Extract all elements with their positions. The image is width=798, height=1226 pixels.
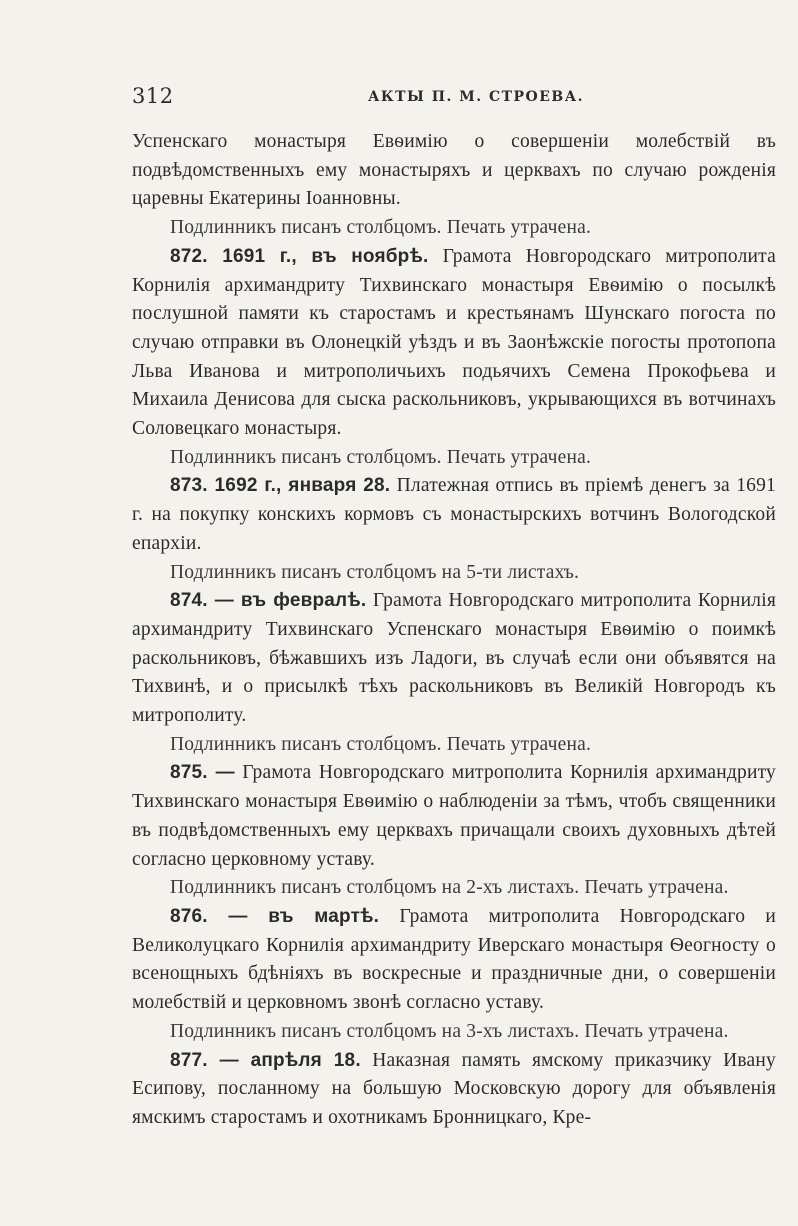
paragraph-text: Подлинникъ писанъ столбцомъ. Печать утрачена. bbox=[170, 733, 592, 755]
page-body bbox=[132, 128, 776, 1133]
source-note bbox=[132, 1018, 776, 1047]
paragraph-text: Грамота Новгородскаго митрополита Корнилія архимандриту Тихвинскаго монастыря Евѳимію о посылкѣ послушной памяти къ старостамъ и крестьянамъ Шунскаго погоста по случаю отправки въ Олонецкій уѣздъ и въ Заонѣжскіе погосты протопопа Льва Иванова и митрополичьихъ подьячихъ Семена Прокофьева и Михаила Денисова для сыска раскольниковъ, укрывающихся въ вотчинахъ Соловецкаго монастыря. bbox=[132, 245, 776, 440]
entry-873 bbox=[132, 472, 776, 558]
entry-head: 875. — bbox=[170, 762, 235, 784]
paragraph-text: Подлинникъ писанъ столбцомъ на 5-ти листахъ. bbox=[170, 561, 580, 583]
source-note bbox=[132, 559, 776, 588]
paragraph-text: Грамота Новгородскаго митрополита Корнилія архимандриту Тихвинскаго Успенскаго монастыря Евѳимію о поимкѣ раскольниковъ, бѣжавшихъ изъ Ладоги, въ случаѣ если они объявятся на Тихвинѣ, и о присылкѣ тѣхъ раскольниковъ въ Великій Новгородъ къ митрополиту. bbox=[132, 590, 777, 727]
entry-876 bbox=[132, 903, 776, 1018]
paragraph-text: Подлинникъ писанъ столбцомъ. Печать утрачена. bbox=[170, 446, 592, 468]
source-note bbox=[132, 214, 776, 243]
book-page bbox=[132, 84, 776, 1133]
entry-head: 873. 1692 г., января 28. bbox=[170, 475, 391, 497]
source-note bbox=[132, 444, 776, 473]
paragraph-text: Успенскаго монастыря Евѳимію о совершеніи молебствій въ подвѣдомственныхъ ему монастыряхъ и церквахъ по случаю рожденія царевны Екатерины Іоанновны. bbox=[132, 131, 776, 210]
entry-head: 872. 1691 г., въ ноябрѣ. bbox=[170, 245, 429, 267]
entry-875 bbox=[132, 759, 776, 874]
entry-874 bbox=[132, 587, 776, 731]
source-note bbox=[132, 731, 776, 760]
paragraph-text: Платежная отпись въ пріемѣ денегъ за 1691 г. на покупку конскихъ кормовъ съ монастырскихъ вотчинъ Вологодской епархіи. bbox=[132, 475, 776, 554]
entry-877 bbox=[132, 1047, 776, 1133]
paragraph-text: Подлинникъ писанъ столбцомъ. Печать утрачена. bbox=[170, 217, 592, 239]
entry-head: 876. — въ мартѣ. bbox=[170, 905, 380, 927]
source-note bbox=[132, 874, 776, 903]
paragraph-text: Грамота Новгородскаго митрополита Корнилія архимандриту Тихвинскаго монастыря Евѳимію о наблюденіи за тѣмъ, чтобъ священники въ подвѣдомственныхъ ему церквахъ причащали своихъ духовныхъ дѣтей согласно церковному уставу. bbox=[132, 762, 776, 870]
entry-head: 877. — апрѣля 18. bbox=[170, 1049, 361, 1071]
paragraph-text: Грамота митрополита Новгородскаго и Великолуцкаго Корнилія архимандриту Иверскаго монастыря Ѳеогносту о всенощныхъ бдѣніяхъ въ воскресные и праздничные дни, о совершеніи молебствій и церковномъ звонѣ согласно уставу. bbox=[132, 905, 776, 1014]
paragraph-text: Подлинникъ писанъ столбцомъ на 2-хъ листахъ. Печать утрачена. bbox=[170, 877, 729, 899]
page-number: 312 bbox=[132, 84, 174, 108]
entry-head: 874. — въ февралѣ. bbox=[170, 590, 367, 612]
running-title: АКТЫ П. М. СТРОЕВА. bbox=[368, 89, 585, 105]
paragraph-text: Подлинникъ писанъ столбцомъ на 3-хъ листахъ. Печать утрачена. bbox=[170, 1020, 729, 1042]
paragraph-1 bbox=[132, 128, 776, 214]
entry-872 bbox=[132, 243, 776, 444]
paragraph-text: Наказная память ямскому приказчику Ивану Есипову, посланному на большую Московскую дорогу для объявленія ямскимъ старостамъ и охотникамъ Бронницкаго, Кре- bbox=[132, 1049, 776, 1128]
page-header bbox=[132, 84, 776, 114]
